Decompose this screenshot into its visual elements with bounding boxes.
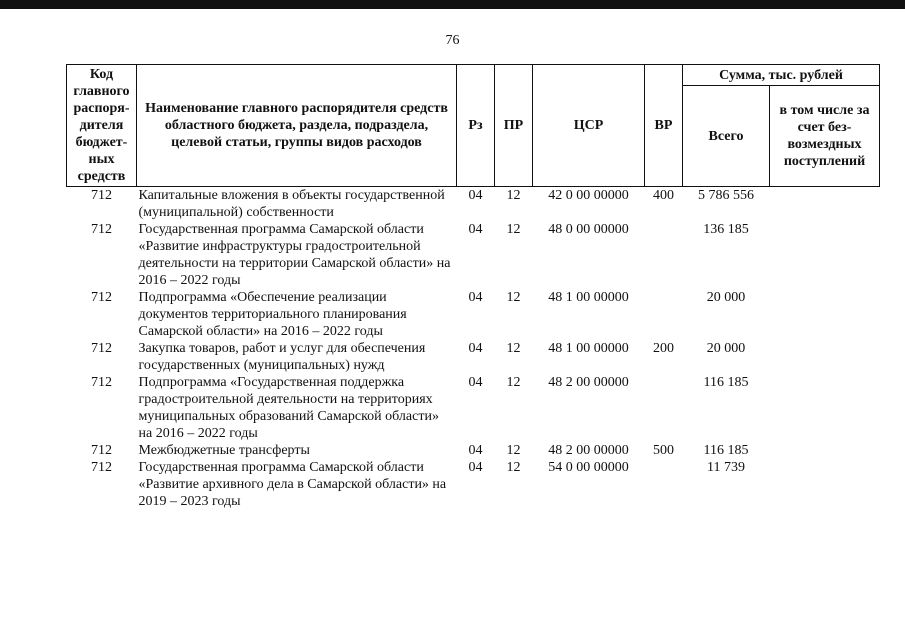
header-code: Код главного распоря-дителя бюджет-ных средств: [67, 65, 137, 187]
cell-total: 116 185: [703, 443, 749, 458]
cell-csr: 48 1 00 00000: [548, 290, 629, 305]
cell-vr: [645, 289, 683, 340]
cell-name: Подпрограмма «Обеспечение реализации документов территориального планирования Самарской области» на 2016 – 2022 годы: [138, 290, 407, 339]
cell-vr: 500: [653, 443, 674, 458]
page-number: 76: [445, 33, 460, 48]
cell-csr: 48 2 00 00000: [548, 375, 629, 390]
cell-name: Государственная программа Самарской области «Развитие инфраструктуры градостроительной деятельности на территории Самарской области» на 2016 – 2022 годы: [138, 222, 451, 288]
cell-vr: [645, 374, 683, 442]
cell-including: [770, 289, 880, 340]
table-row: [67, 187, 880, 222]
cell-name: Межбюджетные трансферты: [138, 443, 310, 458]
budget-table: [66, 64, 880, 510]
cell-pr: 12: [506, 341, 521, 356]
cell-csr: 48 0 00 00000: [548, 222, 629, 237]
table-row: [67, 374, 880, 442]
cell-total: 20 000: [706, 341, 746, 356]
cell-including: [770, 340, 880, 374]
cell-vr: [645, 221, 683, 289]
table-body: [67, 187, 880, 511]
cell-name: Капитальные вложения в объекты государственной (муниципальной) собственности: [138, 188, 445, 220]
cell-total: 20 000: [706, 290, 746, 305]
cell-code: 712: [91, 460, 112, 475]
cell-rz: 04: [468, 443, 483, 458]
cell-code: 712: [91, 188, 112, 203]
cell-including: [770, 374, 880, 442]
cell-name: Подпрограмма «Государственная поддержка градостроительной деятельности на территориях муниципальных образований Самарской области» на 2016 – 2022 годы: [138, 375, 439, 441]
top-border-bar: [0, 0, 905, 9]
cell-pr: 12: [506, 188, 521, 203]
cell-rz: 04: [468, 222, 483, 237]
header-csr: ЦСР: [533, 65, 645, 187]
cell-code: 712: [91, 290, 112, 305]
cell-pr: 12: [506, 222, 521, 237]
cell-rz: 04: [468, 290, 483, 305]
header-vr: ВР: [645, 65, 683, 187]
table-row: [67, 221, 880, 289]
cell-csr: 48 1 00 00000: [548, 341, 629, 356]
table-header: [67, 65, 880, 187]
cell-name: Закупка товаров, работ и услуг для обеспечения государственных (муниципальных) нужд: [138, 341, 426, 373]
cell-vr: 200: [653, 341, 674, 356]
cell-rz: 04: [468, 460, 483, 475]
cell-rz: 04: [468, 375, 483, 390]
table-row: [67, 289, 880, 340]
cell-name: Государственная программа Самарской области «Развитие архивного дела в Самарской области» на 2019 – 2023 годы: [138, 460, 447, 509]
cell-csr: 54 0 00 00000: [548, 460, 629, 475]
cell-vr: [645, 459, 683, 510]
cell-pr: 12: [506, 443, 521, 458]
cell-including: [770, 221, 880, 289]
cell-total: 5 786 556: [698, 188, 754, 203]
cell-code: 712: [91, 375, 112, 390]
cell-including: [770, 187, 880, 222]
table-row: [67, 442, 880, 459]
cell-code: 712: [91, 341, 112, 356]
table-row: [67, 459, 880, 510]
cell-total: 11 739: [707, 460, 745, 475]
header-rz: Рз: [457, 65, 495, 187]
cell-csr: 42 0 00 00000: [548, 188, 629, 203]
cell-including: [770, 459, 880, 510]
header-including: в том числе за счет без-возмездных поступлений: [770, 86, 880, 187]
header-pr: ПР: [495, 65, 533, 187]
cell-vr: 400: [653, 188, 674, 203]
cell-rz: 04: [468, 188, 483, 203]
cell-total: 136 185: [703, 222, 749, 237]
cell-including: [770, 442, 880, 459]
header-total: Всего: [683, 86, 770, 187]
cell-pr: 12: [506, 460, 521, 475]
header-sum-group: Сумма, тыс. рублей: [683, 65, 880, 86]
header-name: Наименование главного распорядителя средств областного бюджета, раздела, подраздела, целевой статьи, группы видов расходов: [137, 65, 457, 187]
table-row: [67, 340, 880, 374]
cell-pr: 12: [506, 290, 521, 305]
cell-code: 712: [91, 222, 112, 237]
cell-csr: 48 2 00 00000: [548, 443, 629, 458]
cell-total: 116 185: [703, 375, 749, 390]
cell-rz: 04: [468, 341, 483, 356]
cell-pr: 12: [506, 375, 521, 390]
cell-code: 712: [91, 443, 112, 458]
